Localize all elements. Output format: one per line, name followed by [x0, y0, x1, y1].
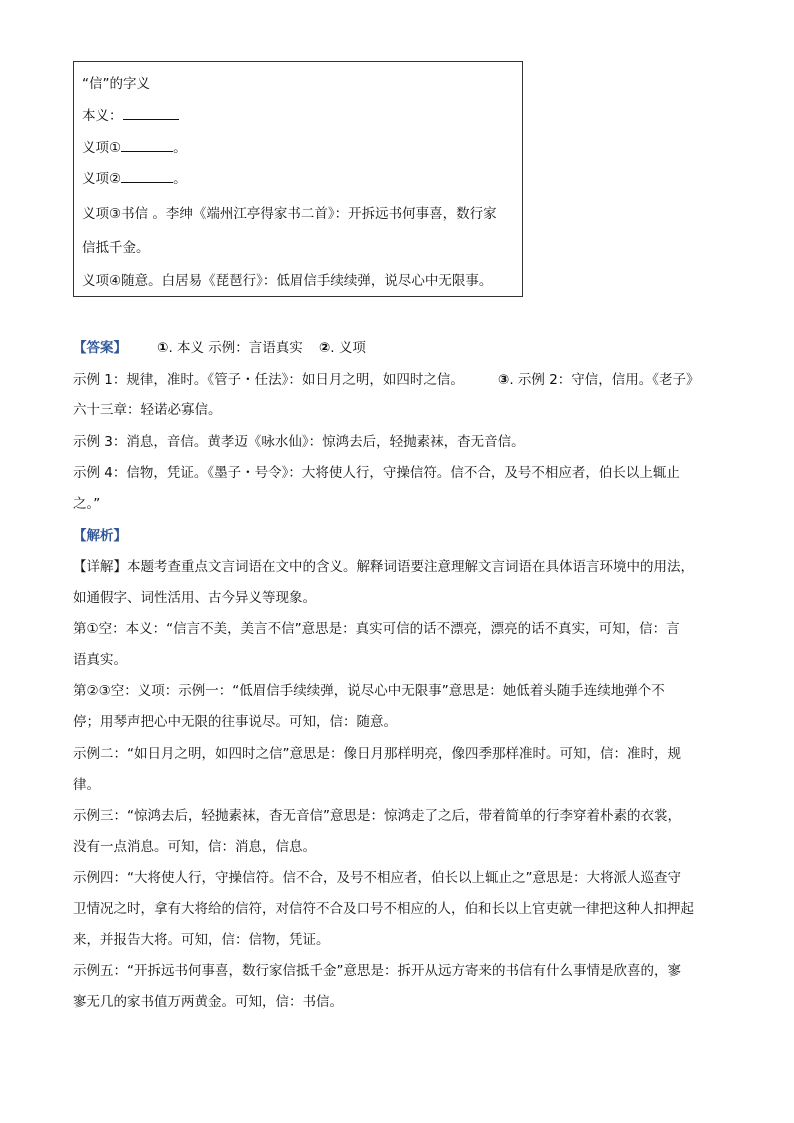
benyi-label: 本义：: [82, 108, 123, 124]
analysis-line: 寥无几的家书值万两黄金。可知，信：书信。: [73, 994, 343, 1010]
answer-example-2: . 示例 2：守信，信用。《老子》: [509, 372, 700, 388]
answer-line-3: 六十三章：轻诺必寡信。: [73, 402, 222, 418]
answer-item-2: . 义项: [330, 340, 366, 356]
answer-line-1: [73, 338, 753, 358]
yixiang2-label: 义项②: [82, 171, 122, 187]
answer-line-4: 示例 3：消息，音信。黄孝迈《咏水仙》：惊鸿去后，轻抛素袜，杳无音信。: [73, 434, 525, 450]
definition-box: [73, 61, 523, 297]
analysis-line: 示例五：“开拆远书何事喜，数行家信抵千金”意思是：拆开从远方寄来的书信有什么事情是欣喜的，寥: [73, 963, 681, 979]
box-line-yixiang4: 义项④随意。白居易《琵琶行》：低眉信手续续弹，说尽心中无限事。: [82, 273, 493, 289]
answer-num-1: ①: [157, 340, 169, 356]
analysis-line: 没有一点消息。可知，信：消息，信息。: [73, 839, 316, 855]
answer-line-2: [73, 370, 753, 390]
yixiang2-period: 。: [173, 171, 187, 187]
yixiang2-blank: [121, 169, 173, 183]
yixiang1-period: 。: [173, 140, 187, 156]
box-line-yixiang3-cont: 信抵千金。: [82, 240, 150, 256]
box-line-yixiang1: [82, 138, 187, 158]
analysis-line: 示例三：“惊鸿去后，轻抛素袜，杳无音信”意思是：惊鸿走了之后，带着简单的行李穿着朴素的衣裳，: [73, 808, 681, 824]
box-line-benyi: [82, 106, 179, 126]
yixiang1-label: 义项①: [82, 140, 122, 156]
answer-line-5: 示例 4：信物，凭证。《墨子・号令》：大将使人行，守操信符。信不合，及号不相应者，伯长以上辄止: [73, 465, 680, 481]
analysis-line: 示例二：“如日月之明，如四时之信”意思是：像日月那样明亮，像四季那样准时。可知，信：准时，规: [73, 746, 681, 762]
box-title: “信”的字义: [82, 76, 150, 92]
analysis-tag: 【解析】: [73, 528, 127, 544]
analysis-line: 【详解】本题考查重点文言词语在文中的含义。解释词语要注意理解文言词语在具体语言环境中的用法，: [73, 559, 694, 575]
analysis-line: 律。: [73, 777, 100, 793]
analysis-line: 语真实。: [73, 652, 127, 668]
analysis-line: 第①空：本义：“信言不美，美言不信”意思是：真实可信的话不漂亮，漂亮的话不真实，可知，信：言: [73, 621, 680, 637]
analysis-line: 示例四：“大将使人行，守操信符。信不合，及号不相应者，伯长以上辄止之”意思是：大将派人巡查守: [73, 870, 681, 886]
analysis-line: 如通假字、词性活用、古今异义等现象。: [73, 590, 316, 606]
analysis-line: 卫情况之时，拿有大将给的信符，对信符不合及口号不相应的人，伯和长以上官吏就一律把这种人扣押起: [73, 901, 694, 917]
answer-num-2: ②: [318, 340, 331, 356]
yixiang1-blank: [121, 138, 173, 152]
answer-line-6: 之。”: [73, 496, 101, 512]
box-line-yixiang3: 义项③书信 。李绅《端州江亭得家书二首》：开拆远书何事喜，数行家: [82, 206, 497, 222]
analysis-line: 停；用琴声把心中无限的往事说尽。可知，信：随意。: [73, 714, 397, 730]
analysis-line: 第②③空：义项：示例一：“低眉信手续续弹，说尽心中无限事”意思是：她低着头随手连续地弹个不: [73, 683, 665, 699]
answer-example-1: 示例 1：规律，准时。《管子・任法》：如日月之明，如四时之信。: [73, 372, 464, 388]
answer-num-3: ③: [497, 372, 510, 388]
benyi-blank: [123, 106, 179, 120]
answer-tag: 【答案】: [73, 340, 127, 356]
answer-item-1: . 本义 示例：言语真实: [168, 340, 303, 356]
analysis-line: 来，并报告大将。可知，信：信物，凭证。: [73, 932, 330, 948]
box-line-yixiang2: [82, 169, 187, 189]
